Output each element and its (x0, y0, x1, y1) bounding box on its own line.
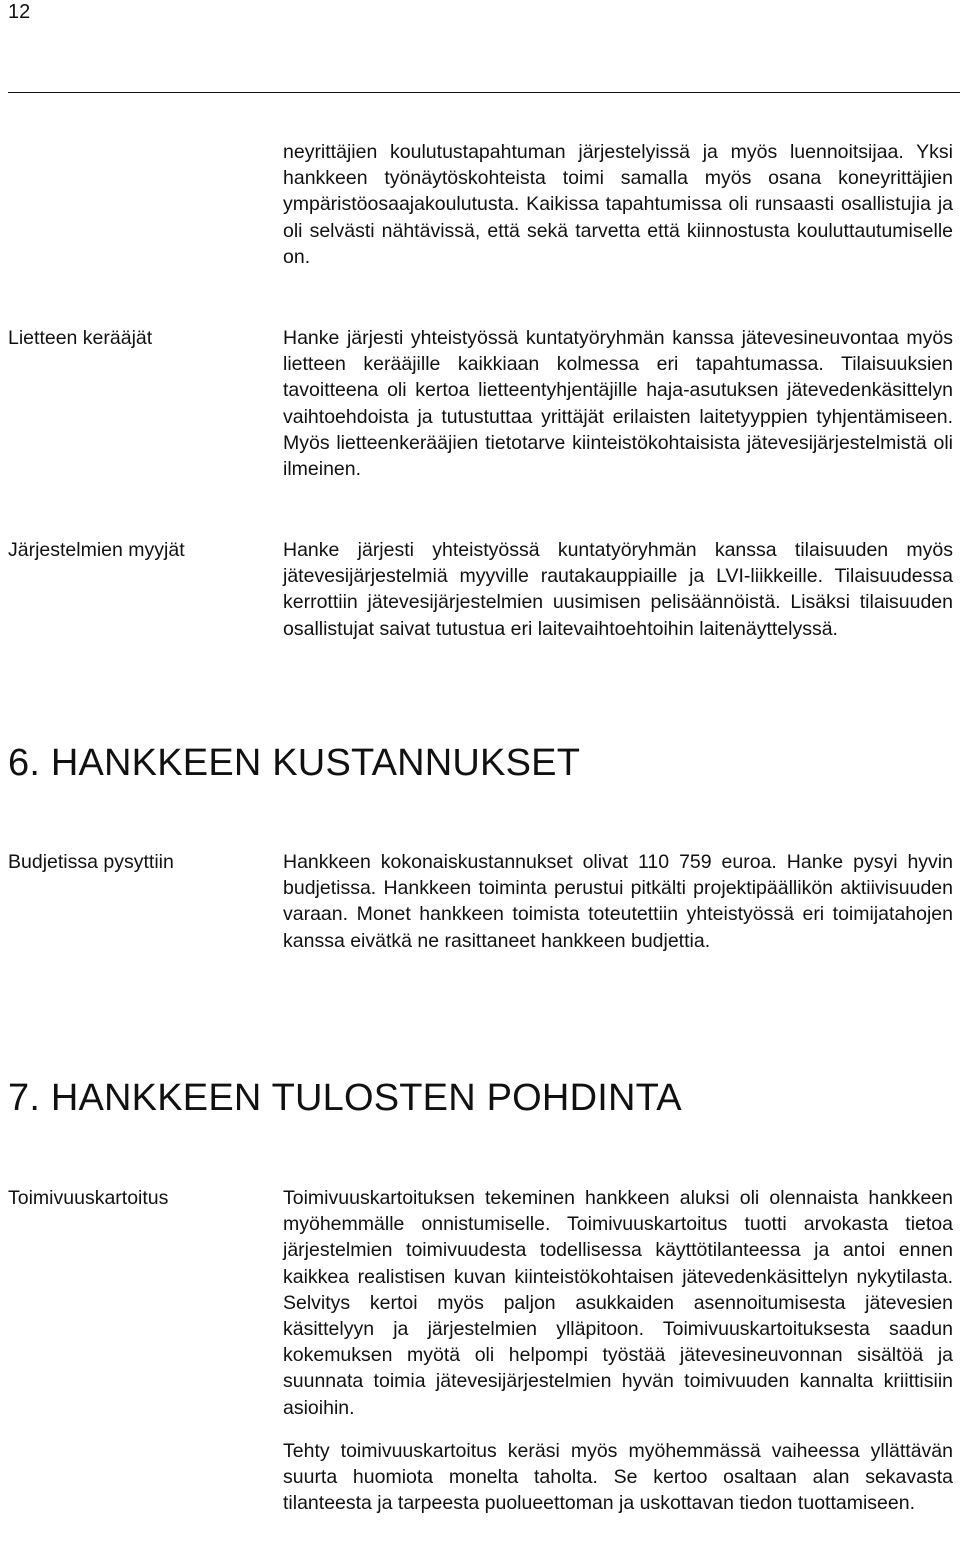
paragraph-lietteen-keraajat: Hanke järjesti yhteistyössä kuntatyöryhmän kanssa jätevesineuvontaa myös lietteen kerääjille kaikkiaan kolmessa eri tapahtumassa. Tilaisuuksien tavoitteena oli kertoa lietteentyhjentäjille haja-asutuksen jätevedenkäsittelyn vaihtoehdoista ja tutustuttaa yrittäjät erilaisten laitetyyppien tyhjentämiseen. Myös lietteenkerääjien tietotarve kiinteistökohtaisista jätevesijärjestelmistä oli ilmeinen. (283, 327, 953, 481)
page-number: 12 (8, 1, 31, 23)
side-label-lietteen-keraajat: Lietteen kerääjät (8, 327, 153, 349)
side-label-budjetissa-pysyttiin: Budjetissa pysyttiin (8, 851, 174, 873)
section-heading-kustannukset: 6. HANKKEEN KUSTANNUKSET (8, 742, 581, 784)
paragraph-toimivuuskartoitus-2: Tehty toimivuuskartoitus keräsi myös myöhemmässä vaiheessa yllättävän suurta huomiota monelta taholta. Se kertoo osaltaan alan sekavasta tilanteesta ja tarpeesta puolueettoman ja uskottavan tiedon tuottamiseen. (283, 1440, 953, 1515)
intro-paragraph: neyrittäjien koulutustapahtuman järjestelyissä ja myös luennoitsijaa. Yksi hankkeen työnäytöskohteista toimi samalla myös osana koneyrittäjien ympäristöosaajakoulutusta. Kaikissa tapahtumissa oli runsaasti osallistujia ja oli selvästi nähtävissä, että sekä tarvetta että kiinnostusta kouluttautumiselle on. (283, 141, 953, 268)
paragraph-jarjestelmien-myyjat: Hanke järjesti yhteistyössä kuntatyöryhmän kanssa tilaisuuden myös jätevesijärjestelmiä myyville rautakauppiaille ja LVI-liikkeille. Tilaisuudessa kerrottiin jätevesijärjestelmien uusimisen pelisäännöistä. Lisäksi tilaisuuden osallistujat saivat tutustua eri laitevaihtoehtoihin laitenäyttelyssä. (283, 539, 953, 640)
side-label-jarjestelmien-myyjat: Järjestelmien myyjät (8, 539, 185, 561)
paragraph-budjetissa-pysyttiin: Hankkeen kokonaiskustannukset olivat 110 759 euroa. Hanke pysyi hyvin budjetissa. Hankkeen toiminta perustui pitkälti projektipäällikön aktiivisuuden varaan. Monet hankkeen toimista toteutettiin yhteistyössä eri toimijatahojen kanssa eivätkä ne rasittaneet hankkeen budjettia. (283, 851, 953, 952)
section-heading-tulosten-pohdinta: 7. HANKKEEN TULOSTEN POHDINTA (8, 1077, 682, 1119)
side-label-toimivuuskartoitus: Toimivuuskartoitus (8, 1187, 169, 1209)
paragraph-toimivuuskartoitus-1: Toimivuuskartoituksen tekeminen hankkeen aluksi oli olennaista hankkeen myöhemmälle onnistumiselle. Toimivuuskartoitus tuotti arvokasta tietoa järjestelmien toimivuudesta todellisessa käyttötilanteessa ja antoi ennen kaikkea realistisen kuvan kiinteistökohtaisen jätevedenkäsittelyn nykytilasta. Selvitys kertoi myös paljon asukkaiden asennoitumisesta jätevesien käsittelyyn ja järjestelmien ylläpitoon. Toimivuuskartoituksesta saadun kokemuksen myötä oli helpompi työstää jätevesineuvonnan sisältöä ja suunnata toimia jätevesijärjestelmien hyvän toimivuuden kannalta kriittisiin asioihin. (283, 1187, 953, 1419)
header-divider (8, 92, 960, 93)
